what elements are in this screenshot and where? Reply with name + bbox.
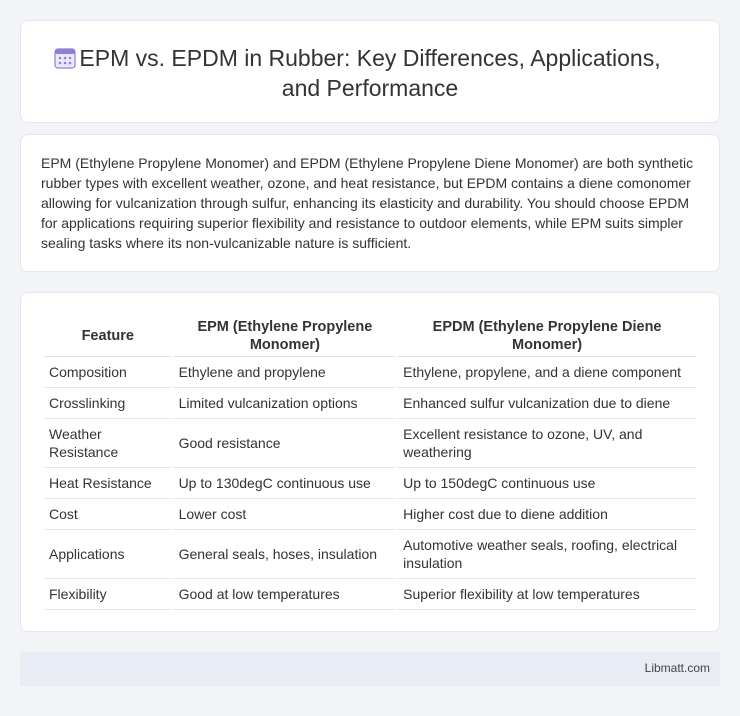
table-cell-epdm: Excellent resistance to ozone, UV, and weathering (398, 419, 696, 468)
intro-paragraph: EPM (Ethylene Propylene Monomer) and EPDM (Ethylene Propylene Diene Monomer) are both synthetic rubber types with excellent weather, ozone, and heat resistance, but EPDM contains a diene comonomer allowing for vulcanization through sulfur, enhancing its elasticity and durability. You should choose EPDM for applications requiring superior flexibility and resistance to outdoor elements, while EPM suits simpler sealing tasks where its non-vulcanizable nature is sufficient. (41, 155, 694, 251)
table-cell-epdm: Superior flexibility at low temperatures (398, 579, 696, 610)
table-cell-feature: Weather Resistance (44, 419, 172, 468)
column-header-feature: Feature (44, 315, 172, 357)
table-cell-epm: Limited vulcanization options (174, 388, 397, 419)
table-cell-epm: Up to 130degC continuous use (174, 468, 397, 499)
table-cell-epdm: Higher cost due to diene addition (398, 499, 696, 530)
table-cell-epdm: Automotive weather seals, roofing, electrical insulation (398, 530, 696, 579)
footer-bar (20, 652, 720, 686)
table-cell-epm: General seals, hoses, insulation (174, 530, 397, 579)
table-row (44, 419, 696, 468)
column-header-epdm: EPDM (Ethylene Propylene Diene Monomer) (398, 315, 696, 357)
comparison-table-card (20, 292, 720, 632)
table-cell-epm: Good resistance (174, 419, 397, 468)
page-title-line-1: EPM vs. EPDM in Rubber: Key Differences, Applications, (79, 45, 661, 71)
table-cell-feature: Crosslinking (44, 388, 172, 419)
page-title-line-2: and Performance (281, 75, 459, 101)
table-cell-epdm: Enhanced sulfur vulcanization due to diene (398, 388, 696, 419)
table-row (44, 499, 696, 530)
table-cell-feature: Composition (44, 357, 172, 388)
table-cell-epm: Lower cost (174, 499, 397, 530)
table-header-row (44, 315, 696, 357)
table-row (44, 579, 696, 610)
table-cell-epdm: Up to 150degC continuous use (398, 468, 696, 499)
table-cell-epm: Good at low temperatures (174, 579, 397, 610)
table-cell-feature: Cost (44, 499, 172, 530)
table-cell-feature: Flexibility (44, 579, 172, 610)
table-cell-epdm: Ethylene, propylene, and a diene component (398, 357, 696, 388)
table-row (44, 468, 696, 499)
table-cell-feature: Heat Resistance (44, 468, 172, 499)
table-row (44, 388, 696, 419)
column-header-epm: EPM (Ethylene Propylene Monomer) (174, 315, 397, 357)
intro-card (20, 134, 720, 272)
table-cell-epm: Ethylene and propylene (174, 357, 397, 388)
footer-site-link[interactable]: Libmatt.com (644, 661, 710, 675)
header-card (20, 20, 720, 123)
comparison-table (42, 315, 698, 610)
table-row (44, 357, 696, 388)
table-row (44, 530, 696, 579)
table-cell-feature: Applications (44, 530, 172, 579)
